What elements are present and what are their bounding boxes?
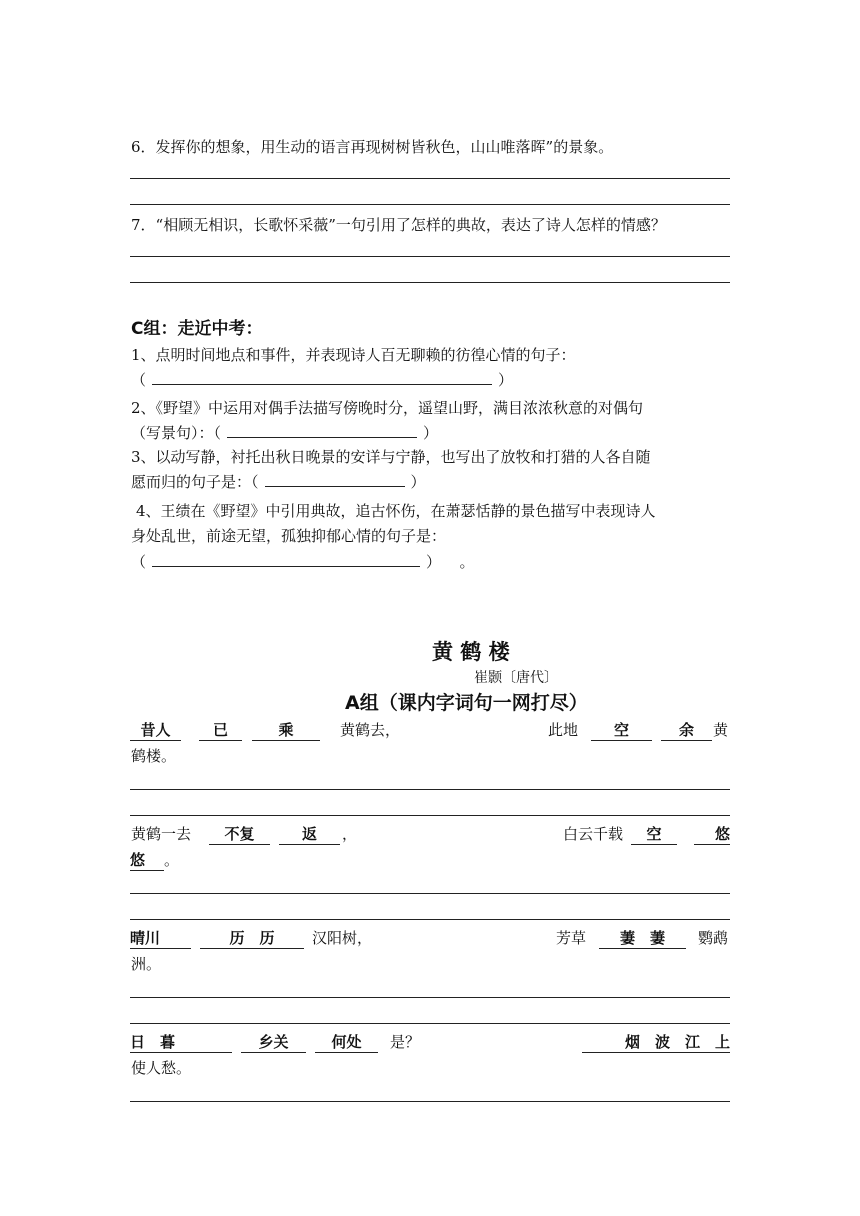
poem-text: 黄鹤去， bbox=[340, 721, 401, 739]
answer-line[interactable] bbox=[130, 256, 730, 257]
close-paren: ） bbox=[423, 424, 439, 442]
question-7: 7．“相顾无相识，长歌怀采薇”一句引用了怎样的典故，表达了诗人怎样的情感？ bbox=[131, 216, 666, 234]
answer-line[interactable] bbox=[130, 282, 730, 283]
close-paren: ） bbox=[426, 553, 434, 571]
fill-blank-answer[interactable]: 昔人 bbox=[130, 720, 181, 741]
answer-line[interactable] bbox=[130, 204, 730, 205]
fill-blank-answer[interactable]: 历 历 bbox=[200, 928, 304, 949]
poem-text: 此地 bbox=[548, 721, 579, 739]
open-paren: （ bbox=[131, 553, 147, 571]
group-c-item-2: 2、《野望》中运用对偶手法描写傍晚时分，遥望山野，满目浓浓秋意的对偶句 bbox=[131, 399, 644, 417]
poem-text: 。 bbox=[164, 851, 180, 869]
poem-text: 鹦鹉 bbox=[698, 929, 729, 947]
answer-blank[interactable] bbox=[227, 423, 417, 438]
answer-line[interactable] bbox=[130, 178, 730, 179]
fill-blank-answer[interactable]: 乘 bbox=[252, 720, 320, 741]
fill-blank-answer[interactable]: 日 暮 bbox=[130, 1032, 232, 1053]
open-paren: （ bbox=[131, 371, 147, 389]
close-paren: ） bbox=[410, 473, 426, 491]
poem-author: 崔颢〔唐代〕 bbox=[474, 670, 558, 686]
poem-text: 白云千载 bbox=[563, 825, 624, 843]
fill-blank-answer[interactable]: 已 bbox=[199, 720, 242, 741]
fill-blank-answer[interactable]: 空 bbox=[631, 824, 677, 845]
poem-text: 黄鹤一去 bbox=[131, 825, 192, 843]
group-c-item-2-answer bbox=[131, 422, 438, 443]
item-2-prompt: （写景句）：（ bbox=[131, 424, 222, 442]
fill-blank-answer[interactable]: 悠 bbox=[130, 850, 164, 871]
group-c-item-4: 4、王绩在《野望》中引用典故，追古怀伤，在萧瑟恬静的景色描写中表现诗人 bbox=[136, 502, 656, 520]
group-c-item-3: 3、以动写静，衬托出秋日晚景的安详与宁静，也写出了放牧和打猎的人各自随 bbox=[131, 448, 651, 466]
answer-blank[interactable] bbox=[152, 552, 420, 567]
poem-text: 黄 bbox=[713, 721, 729, 739]
answer-line[interactable] bbox=[130, 893, 730, 894]
fill-blank-answer[interactable]: 悠 bbox=[694, 824, 730, 845]
poem-text: 洲。 bbox=[131, 955, 162, 973]
poem-text: 使人愁。 bbox=[131, 1059, 192, 1077]
answer-blank[interactable] bbox=[265, 472, 405, 487]
group-c-item-1: 1、点明时间地点和事件，并表现诗人百无聊赖的彷徨心情的句子： bbox=[131, 346, 576, 364]
group-c-item-1-answer bbox=[131, 369, 513, 390]
group-a-title: A组（课内字词句一网打尽） bbox=[345, 692, 588, 714]
fill-blank-answer[interactable]: 不复 bbox=[209, 824, 270, 845]
poem-title: 黄 鹤 楼 bbox=[432, 640, 510, 664]
group-c-title: C组：走近中考： bbox=[131, 319, 263, 339]
close-paren: ） bbox=[498, 371, 514, 389]
fill-blank-answer[interactable]: 晴川 bbox=[130, 928, 191, 949]
answer-line[interactable] bbox=[130, 997, 730, 998]
fill-blank-answer[interactable]: 余 bbox=[661, 720, 712, 741]
group-c-item-3-answer bbox=[131, 471, 426, 492]
poem-text: 是？ bbox=[390, 1033, 421, 1051]
end-mark: 。 bbox=[459, 553, 475, 571]
poem-text: ， bbox=[342, 825, 358, 843]
answer-line[interactable] bbox=[130, 919, 730, 920]
group-c-item-4b: 身处乱世，前途无望，孤独抑郁心情的句子是： bbox=[131, 527, 447, 545]
fill-blank-answer[interactable]: 何处 bbox=[315, 1032, 378, 1053]
fill-blank-answer[interactable]: 返 bbox=[279, 824, 340, 845]
poem-text: 汉阳树， bbox=[312, 929, 373, 947]
fill-blank-answer[interactable]: 烟 波 江 上 bbox=[582, 1032, 730, 1053]
item-3-prompt: 愿而归的句子是：（ bbox=[131, 473, 259, 491]
poem-text: 芳草 bbox=[556, 929, 587, 947]
fill-blank-answer[interactable]: 萋 萋 bbox=[599, 928, 686, 949]
question-6: 6．发挥你的想象，用生动的语言再现树树皆秋色，山山唯落晖”的景象。 bbox=[131, 138, 614, 156]
answer-line[interactable] bbox=[130, 1101, 730, 1102]
fill-blank-answer[interactable]: 乡关 bbox=[241, 1032, 306, 1053]
answer-blank[interactable] bbox=[152, 370, 492, 385]
fill-blank-answer[interactable]: 空 bbox=[591, 720, 652, 741]
answer-line[interactable] bbox=[130, 789, 730, 790]
answer-line[interactable] bbox=[130, 815, 730, 816]
group-c-item-4-answer bbox=[131, 551, 475, 572]
answer-line[interactable] bbox=[130, 1023, 730, 1024]
poem-text: 鹤楼。 bbox=[131, 747, 177, 765]
